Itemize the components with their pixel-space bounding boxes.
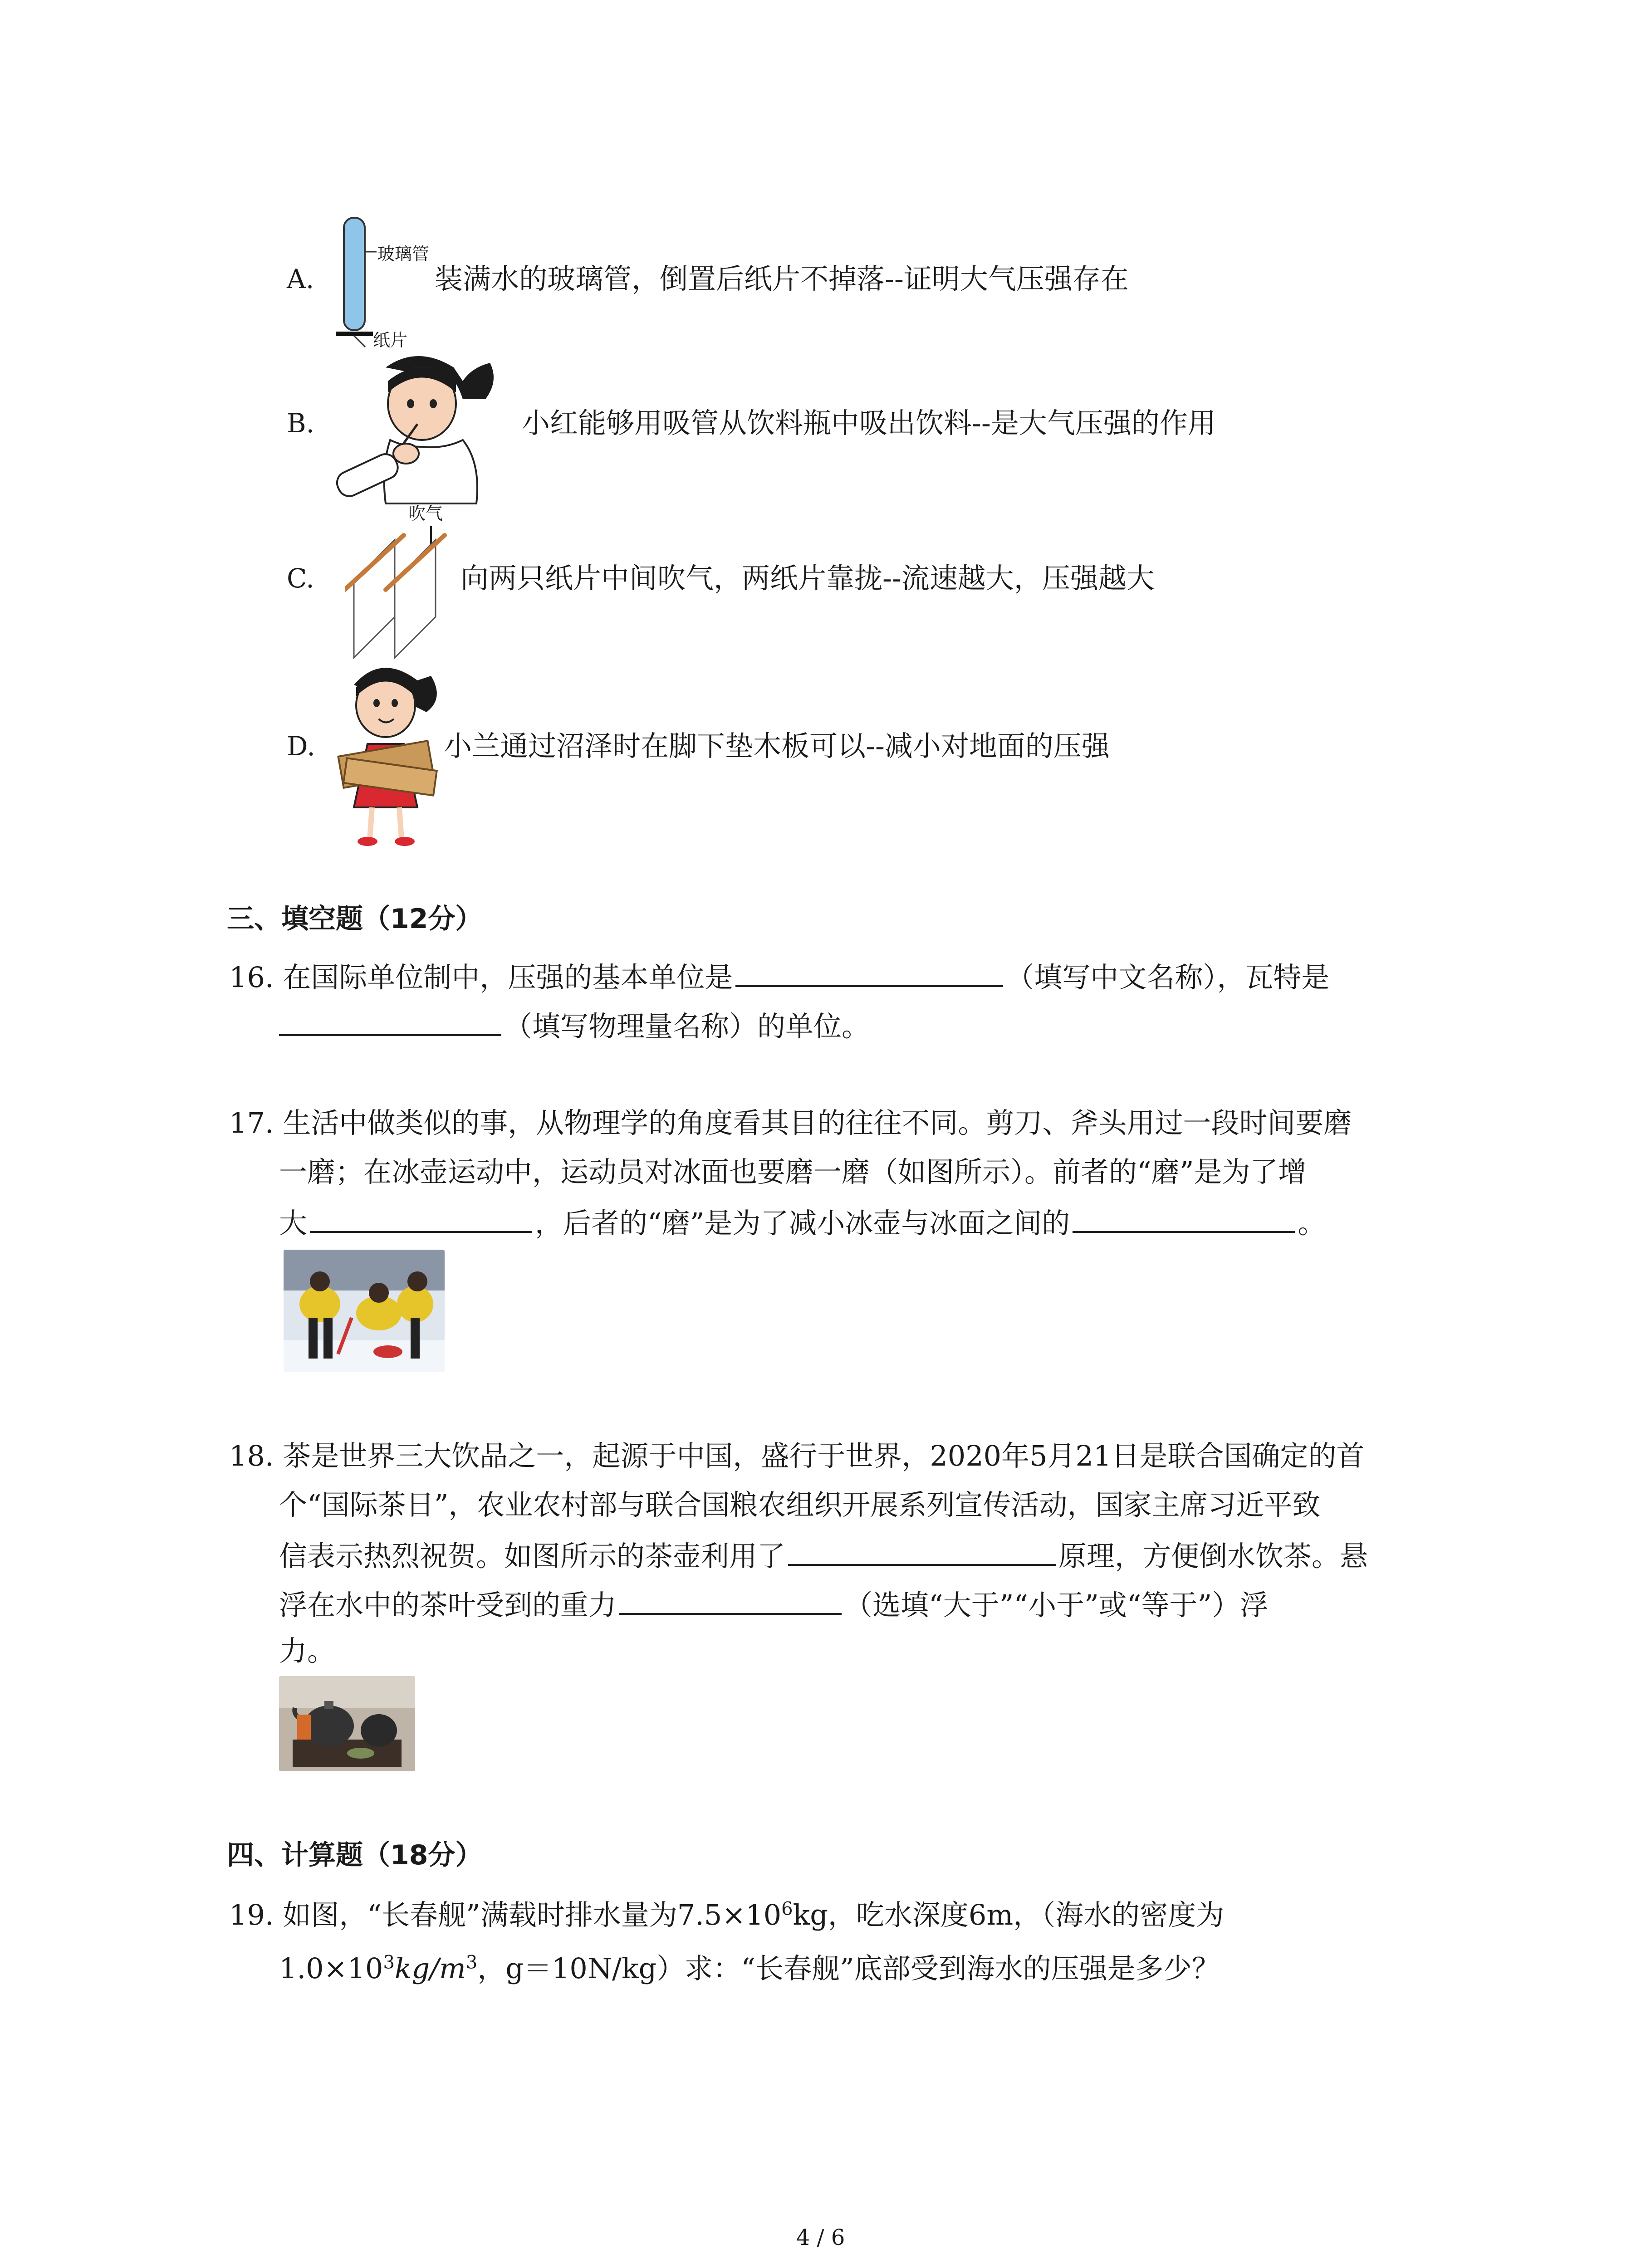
option-b-letter: B.: [287, 408, 315, 439]
q17-text-1: 生活中做类似的事，从物理学的角度看其目的往往不同。剪刀、斧头用过一段时间要磨: [283, 1106, 1352, 1139]
section-4-title: 四、计算题（18分）: [227, 1839, 483, 1871]
q17-line-2: 一磨；在冰壶运动中，运动员对冰面也要磨一磨（如图所示）。前者的“磨”是为了增: [279, 1155, 1307, 1188]
q17-line-1: [229, 1105, 1352, 1141]
q17-blank-1[interactable]: [310, 1203, 532, 1233]
two-papers-figure: [345, 526, 463, 662]
q18-blank-2[interactable]: [619, 1585, 842, 1615]
q16-number: 16.: [229, 961, 274, 994]
option-d-text: 小兰通过沼泽时在脚下垫木板可以--减小对地面的压强: [444, 729, 1110, 763]
q18-number: 18.: [229, 1439, 274, 1472]
q17-line-3: [279, 1203, 1326, 1242]
q18-line-4: [279, 1585, 1268, 1623]
option-a-text: 装满水的玻璃管，倒置后纸片不掉落--证明大气压强存在: [435, 262, 1129, 295]
q18-blank-1[interactable]: [788, 1536, 1056, 1566]
q19-sup-3: 3: [465, 1952, 478, 1973]
curling-photo: [284, 1250, 445, 1372]
q19-text-1a: 如图，“长春舰”满载时排水量为7.5×10: [283, 1898, 782, 1931]
q19-line-1: [229, 1897, 1224, 1933]
q19-text-2b: kg/m: [394, 1952, 466, 1985]
q19-text-2c: ，g＝10N/kg）求：“长春舰”底部受到海水的压强是多少？: [477, 1952, 1220, 1985]
page-number: 4 / 6: [796, 2225, 845, 2250]
q18-text-4a: 浮在水中的茶叶受到的重力: [279, 1589, 617, 1622]
q16-blank-2[interactable]: [279, 1006, 501, 1036]
q16-text-b: （填写中文名称），瓦特是: [1006, 961, 1330, 994]
paper-label: 纸片: [373, 330, 408, 350]
q19-number: 19.: [229, 1898, 274, 1931]
blow-label: 吹气: [408, 503, 443, 523]
q17-number: 17.: [229, 1106, 274, 1139]
section-3-title: 三、填空题（12分）: [227, 903, 483, 935]
teapot-photo: [279, 1676, 415, 1771]
q17-blank-2[interactable]: [1073, 1203, 1295, 1233]
q18-line-3: [279, 1536, 1368, 1574]
girl-with-board-figure: [327, 658, 445, 848]
option-d-letter: D.: [287, 731, 315, 762]
q16-text-c: （填写物理量名称）的单位。: [504, 1010, 870, 1043]
q18-text-3b: 原理，方便倒水饮茶。悬: [1058, 1540, 1368, 1573]
girl-drinking-figure: [327, 349, 522, 508]
q19-sup-1: 6: [781, 1898, 793, 1920]
q17-text-3b: ，后者的“磨”是为了减小冰壶与冰面之间的: [535, 1207, 1070, 1240]
q18-text-1: 茶是世界三大饮品之一，起源于中国，盛行于世界，2020年5月21日是联合国确定的首: [283, 1439, 1365, 1472]
q16-line-1: [229, 957, 1329, 996]
option-c-text: 向两只纸片中间吹气，两纸片靠拢--流速越大，压强越大: [460, 562, 1155, 595]
q16-line-2: [279, 1006, 870, 1045]
q19-text-2a: 1.0×10: [279, 1952, 383, 1985]
q16-blank-1[interactable]: [735, 957, 1003, 987]
q17-text-3a: 大: [279, 1207, 308, 1240]
q16-text-a: 在国际单位制中，压强的基本单位是: [283, 961, 733, 994]
q18-line-2: 个“国际茶日”，农业农村部与联合国粮农组织开展系列宣传活动，国家主席习近平致: [279, 1488, 1321, 1521]
q19-sup-2: 3: [383, 1952, 395, 1973]
q18-line-1: [229, 1438, 1364, 1474]
q18-line-5: 力。: [279, 1634, 336, 1667]
option-b-text: 小红能够用吸管从饮料瓶中吸出饮料--是大气压强的作用: [522, 406, 1216, 440]
glass-tube-label: 玻璃管: [377, 244, 430, 264]
q19-text-1b: kg，吃水深度6m，（海水的密度为: [793, 1898, 1225, 1931]
option-c-letter: C.: [287, 563, 314, 594]
q18-text-4b: （选填“大于”“小于”或“等于”）浮: [844, 1589, 1269, 1622]
q17-text-3c: 。: [1298, 1207, 1326, 1240]
option-a-letter: A.: [287, 264, 314, 294]
q18-text-3a: 信表示热烈祝贺。如图所示的茶壶利用了: [279, 1540, 786, 1573]
q19-line-2: [279, 1950, 1220, 1987]
